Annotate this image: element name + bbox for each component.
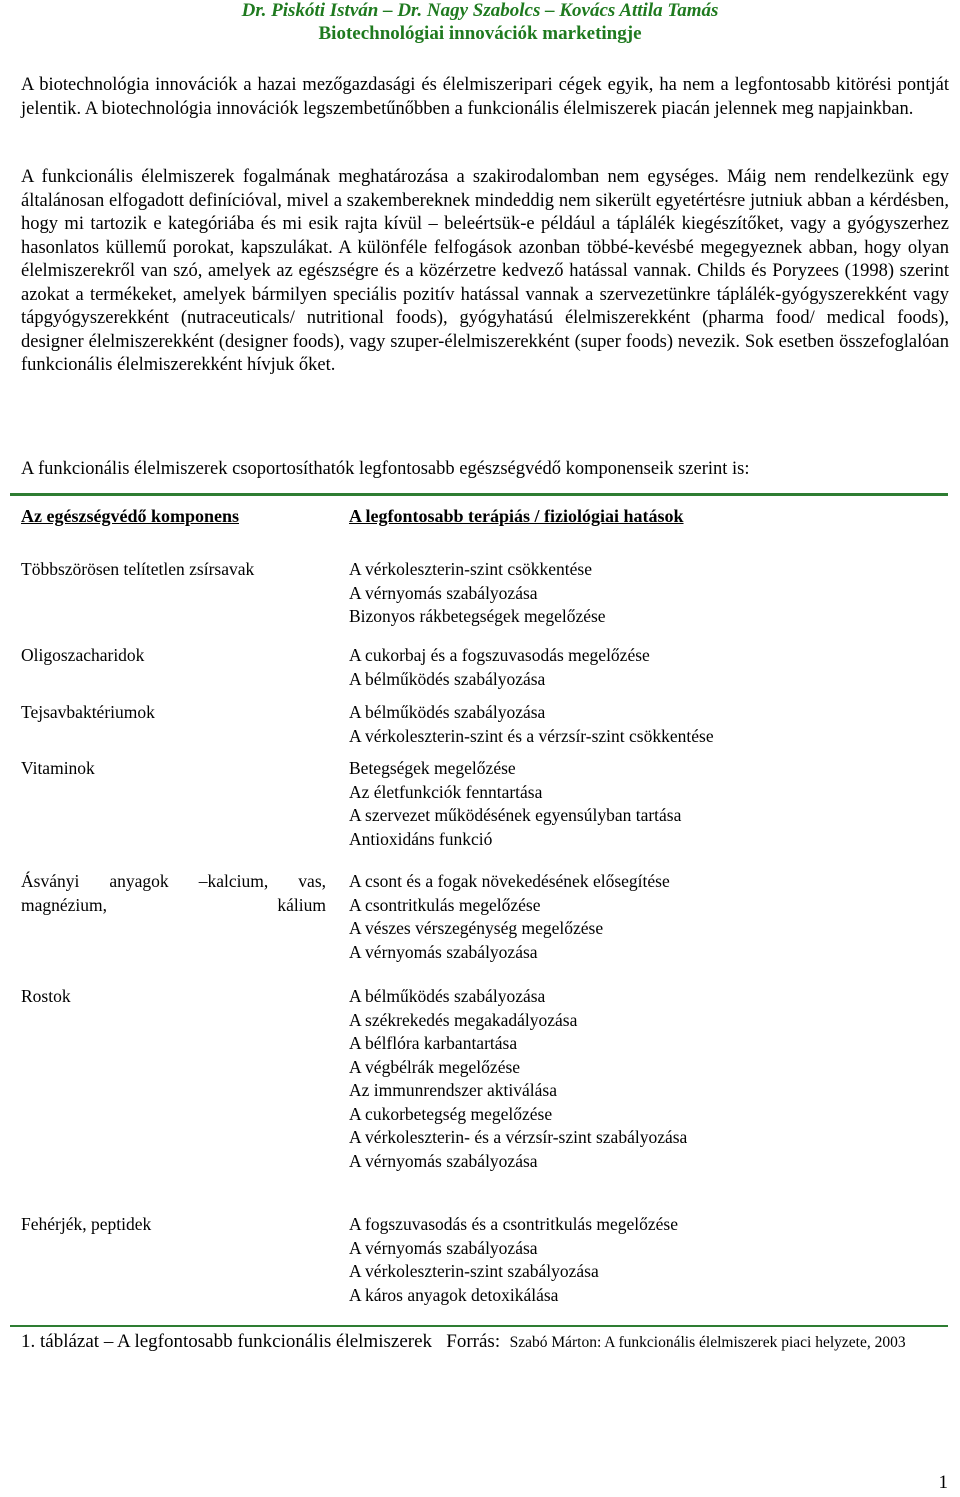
header-title: Biotechnológiai innovációk marketingje <box>318 23 642 44</box>
effect-item: Az immunrendszer aktiválása <box>349 1080 557 1100</box>
intro-paragraph: A biotechnológia innovációk a hazai mezőgazdasági és élelmiszeripari cégek egyik, ha nem a legfontosabb kitörési pontját jelentik. A biotechnológia innovációk legszembetűnőbben a funkcionális élelmiszerek piacán jelennek meg napjainkban. <box>21 75 949 119</box>
table-row-component: Oligoszacharidok <box>21 645 145 665</box>
caption-source-text: Szabó Márton: A funkcionális élelmiszerek piaci helyzete, 2003 <box>509 1334 906 1351</box>
table-row-effects <box>349 1213 949 1307</box>
effect-item: A vérnyomás szabályozása <box>349 941 538 962</box>
effect-item: A vérkoleszterin-szint szabályozása <box>349 1261 599 1281</box>
effect-item: A vérnyomás szabályozása <box>349 582 538 603</box>
effect-item: Antioxidáns funkció <box>349 828 493 849</box>
effect-item: Bizonyos rákbetegségek megelőzése <box>349 606 606 626</box>
table-row-component: Vitaminok <box>21 758 95 778</box>
page-number: 1 <box>938 1472 948 1493</box>
table-row-component: Többszörösen telítetlen zsírsavak <box>21 559 255 579</box>
column-header-component: Az egészségvédő komponens <box>21 506 239 526</box>
effect-item: A vérnyomás szabályozása <box>349 1237 538 1258</box>
table-row-effects <box>349 870 949 964</box>
effect-item: A székrekedés megakadályozása <box>349 1009 578 1030</box>
effect-item: A cukorbaj és a fogszuvasodás megelőzése <box>349 645 650 665</box>
effect-item: A vészes vérszegénység megelőzése <box>349 918 604 938</box>
table-row-effects <box>349 985 949 1173</box>
effect-item: A bélflóra karbantartása <box>349 1033 518 1053</box>
effect-item: Betegségek megelőzése <box>349 758 516 778</box>
effect-item: A csontritkulás megelőzése <box>349 894 541 915</box>
table-row-effects <box>349 701 949 748</box>
effect-item: Az életfunkciók fenntartása <box>349 781 543 802</box>
effect-item: A vérnyomás szabályozása <box>349 1150 538 1171</box>
caption-label: 1. táblázat – A legfontosabb funkcionális élelmiszerek <box>21 1331 433 1352</box>
table-row-effects <box>349 757 949 851</box>
effect-item: A vérkoleszterin-szint és a vérzsír-szint csökkentése <box>349 725 714 746</box>
caption-source-label: Forrás: <box>446 1331 501 1352</box>
column-header-effects: A legfontosabb terápiás / fiziológiai hatások <box>349 506 684 526</box>
effect-item: A vérkoleszterin-szint csökkentése <box>349 559 592 579</box>
effect-item: A bélműködés szabályozása <box>349 668 546 689</box>
effect-item: A szervezet működésének egyensúlyban tartása <box>349 805 682 825</box>
definition-paragraph: A funkcionális élelmiszerek fogalmának meghatározása a szakirodalomban nem egységes. Máig nem rendelkezünk egy általánosan elfogadott definícióval, mivel a szakembereknek mindeddig nem sikerült egyetértésre jutniuk abban a kérdésben, hogy mi tartozik e kategóriába és mi esik rajta kívül – beleértsük-e például a táplálék kiegészítőket, vagy a gyógyszerhez hasonlatos küllemű porokat, kapszulákat. A különféle felfogások azonban többé-kevésbé megegyeznek abban, hogy olyan élelmiszerekről van szó, amelyek az egészségre és a közérzetre kedvező hatással vannak. Childs és Poryzees (1998) szerint azokat a termékeket, amelyek bármilyen speciális pozitív hatással vannak a szervezetünkre táplálék-gyógyszerekként vagy tápgyógyszerekként (nutraceuticals/ nutritional foods), gyógyhatású élelmiszerekként (pharma food/ medical foods), designer élelmiszerekként (designer foods), vagy szuper-élelmiszerekként (super foods) nevezik. Sok esetben összefoglalóan funkcionális élelmiszerekként hívjuk őket. <box>21 167 949 375</box>
effect-item: A bélműködés szabályozása <box>349 702 546 722</box>
grouping-paragraph: A funkcionális élelmiszerek csoportosíthatók legfontosabb egészségvédő komponenseik szerint is: <box>21 459 750 479</box>
table-row-component: Rostok <box>21 986 71 1006</box>
effect-item: A bélműködés szabályozása <box>349 986 546 1006</box>
table-row-component: Ásványi anyagok –kalcium, vas, magnézium, kálium <box>21 871 326 915</box>
header-authors: Dr. Piskóti István – Dr. Nagy Szabolcs – Kovács Attila Tamás <box>241 0 719 21</box>
table-top-rule <box>10 493 948 496</box>
effect-item: A vérkoleszterin- és a vérzsír-szint szabályozása <box>349 1127 688 1147</box>
effect-item: A fogszuvasodás és a csontritkulás megelőzése <box>349 1214 679 1234</box>
effect-item: A végbélrák megelőzése <box>349 1056 521 1077</box>
table-bottom-rule <box>10 1325 948 1327</box>
table-caption <box>21 1330 949 1355</box>
page-header <box>0 0 960 46</box>
table-row-component: Fehérjék, peptidek <box>21 1214 152 1234</box>
table-row-component: Tejsavbaktériumok <box>21 702 155 722</box>
table-row-effects <box>349 644 949 691</box>
effect-item: A csont és a fogak növekedésének elősegítése <box>349 871 670 891</box>
effect-item: A káros anyagok detoxikálása <box>349 1284 559 1305</box>
table-row-effects <box>349 558 949 629</box>
effect-item: A cukorbetegség megelőzése <box>349 1103 553 1124</box>
